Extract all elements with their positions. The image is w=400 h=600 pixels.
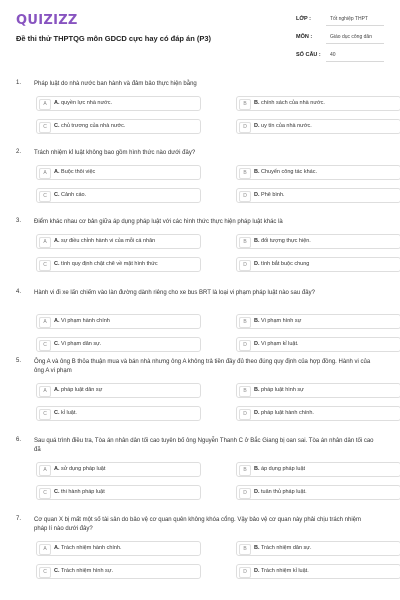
- answer-option-d[interactable]: [236, 485, 400, 500]
- meta-row-subject: [292, 30, 386, 48]
- answer-option-a[interactable]: [36, 234, 201, 249]
- option-prefix: C.: [54, 192, 60, 198]
- option-letter-badge: A: [39, 168, 51, 179]
- option-label: Buộc thôi việc: [61, 169, 96, 175]
- meta-value: Giáo dục công dân: [326, 31, 384, 44]
- option-text: [54, 238, 155, 244]
- answer-option-d[interactable]: [236, 257, 400, 272]
- option-prefix: D.: [254, 261, 260, 267]
- option-label: sự điều chỉnh hành vi của mỗi cá nhân: [61, 238, 156, 244]
- option-prefix: B.: [254, 318, 260, 324]
- option-label: Vi phạm dân sự.: [61, 341, 102, 347]
- option-prefix: A.: [54, 100, 60, 106]
- question-text: Hành vi đi xe lấn chiếm vào làn đường dành riêng cho xe bus BRT là loại vi phạm pháp luật nào sau đây?: [34, 290, 315, 296]
- option-letter-badge: C: [39, 409, 51, 420]
- option-letter-badge: D: [239, 260, 251, 271]
- answer-option-c[interactable]: [36, 119, 201, 134]
- answer-option-d[interactable]: [236, 337, 400, 352]
- worksheet-meta: [292, 12, 386, 66]
- option-prefix: B.: [254, 100, 260, 106]
- question-text: Ông A và ông B thỏa thuận mua và bán nhà nhưng ông A không trả tiền đầy đủ theo đúng quy định của hợp đồng. Hành vi của ông A vi phạm: [34, 359, 371, 374]
- option-prefix: B.: [254, 466, 260, 472]
- option-text: [54, 318, 110, 324]
- option-text: [254, 545, 312, 551]
- option-prefix: D.: [254, 410, 260, 416]
- option-text: [54, 466, 105, 472]
- option-label: chủ trương của nhà nước.: [61, 123, 126, 129]
- option-letter-badge: A: [39, 237, 51, 248]
- option-prefix: A.: [54, 466, 60, 472]
- option-label: Trách nhiệm hành chính.: [60, 545, 122, 551]
- option-prefix: A.: [54, 238, 60, 244]
- option-prefix: B.: [254, 387, 260, 393]
- option-text: [254, 318, 301, 324]
- option-letter-badge: B: [239, 386, 251, 397]
- answer-option-a[interactable]: [36, 383, 201, 398]
- quizizz-logo: QUIZIZZ: [16, 13, 78, 28]
- option-label: thi hành pháp luật: [61, 489, 105, 495]
- option-prefix: D.: [254, 341, 260, 347]
- option-letter-badge: B: [239, 168, 251, 179]
- option-text: [54, 489, 105, 495]
- option-letter-badge: A: [39, 317, 51, 328]
- meta-value: 40: [326, 49, 384, 62]
- question-number: 1.: [16, 80, 22, 86]
- question-number: 5.: [16, 358, 22, 364]
- option-letter-badge: B: [239, 99, 251, 110]
- answer-option-a[interactable]: [36, 314, 201, 329]
- answer-option-a[interactable]: [36, 541, 201, 556]
- option-text: [254, 100, 325, 106]
- answer-option-b[interactable]: [236, 96, 400, 111]
- option-text: [54, 387, 102, 393]
- option-label: Trách nhiệm kỉ luật.: [260, 568, 309, 574]
- worksheet-header: [0, 0, 400, 70]
- option-prefix: A.: [54, 545, 60, 551]
- answer-option-d[interactable]: [236, 406, 400, 421]
- option-label: quyền lực nhà nước.: [61, 100, 113, 106]
- option-label: tính quy định chặt chẽ về mặt hình thức: [61, 261, 158, 267]
- answer-option-c[interactable]: [36, 337, 201, 352]
- answer-option-c[interactable]: [36, 406, 201, 421]
- option-prefix: B.: [254, 238, 260, 244]
- option-letter-badge: C: [39, 191, 51, 202]
- option-label: Chuyển công tác khác.: [261, 169, 317, 175]
- option-label: sử dụng pháp luật: [61, 466, 106, 472]
- option-label: kỉ luật.: [61, 410, 77, 416]
- option-prefix: C.: [54, 489, 60, 495]
- option-prefix: D.: [254, 192, 260, 198]
- answer-option-c[interactable]: [36, 257, 201, 272]
- option-label: áp dụng pháp luật: [261, 466, 306, 472]
- question-text: Pháp luật do nhà nước ban hành và đảm bảo thực hiện bằng: [34, 81, 197, 87]
- answer-option-a[interactable]: [36, 96, 201, 111]
- option-label: Phê bình.: [261, 192, 285, 198]
- option-text: [54, 410, 77, 416]
- answer-option-c[interactable]: [36, 485, 201, 500]
- option-letter-badge: C: [39, 567, 51, 578]
- answer-option-d[interactable]: [236, 564, 400, 579]
- option-text: [254, 169, 317, 175]
- option-text: [54, 169, 95, 175]
- option-label: pháp luật dân sự: [61, 387, 103, 393]
- option-label: tính bắt buộc chung: [261, 261, 310, 267]
- question-number: 3.: [16, 218, 22, 224]
- question-number: 6.: [16, 437, 22, 443]
- option-text: [254, 387, 304, 393]
- option-label: uy tín của nhà nước.: [261, 123, 312, 129]
- option-text: [54, 261, 158, 267]
- option-letter-badge: D: [239, 567, 251, 578]
- option-prefix: A.: [54, 318, 60, 324]
- answer-option-b[interactable]: [236, 462, 400, 477]
- question-text: Điểm khác nhau cơ bản giữa áp dụng pháp luật với các hình thức thực hiện pháp luật khác là: [34, 219, 283, 225]
- option-text: [254, 123, 312, 129]
- option-prefix: D.: [254, 489, 260, 495]
- worksheet-title: Đề thi thử THPTQG môn GDCD cực hay có đáp án (P3): [16, 34, 212, 43]
- meta-label: LỚP :: [296, 16, 311, 22]
- question-text: Sau quá trình điều tra, Tòa án nhân dân tối cao tuyên bố ông Nguyễn Thanh C ở Bắc Giang bị oan sai. Tòa án nhân dân tối cao đã: [34, 438, 374, 453]
- option-letter-badge: C: [39, 340, 51, 351]
- option-letter-badge: A: [39, 465, 51, 476]
- answer-option-a[interactable]: [36, 462, 201, 477]
- option-text: [254, 489, 307, 495]
- answer-option-c[interactable]: [36, 188, 201, 203]
- option-prefix: A.: [54, 387, 60, 393]
- answer-option-b[interactable]: [236, 314, 400, 329]
- option-letter-badge: C: [39, 122, 51, 133]
- option-text: [254, 410, 314, 416]
- option-letter-badge: C: [39, 260, 51, 271]
- question-number: 4.: [16, 289, 22, 295]
- meta-label: SỐ CÂU :: [296, 52, 321, 58]
- option-label: Cảnh cáo.: [61, 192, 87, 198]
- option-text: [54, 123, 125, 129]
- option-prefix: C.: [54, 261, 60, 267]
- answer-option-b[interactable]: [236, 165, 400, 180]
- answer-option-d[interactable]: [236, 119, 400, 134]
- option-letter-badge: B: [239, 544, 251, 555]
- option-letter-badge: B: [239, 465, 251, 476]
- meta-row-count: [292, 48, 386, 66]
- answer-option-c[interactable]: [36, 564, 201, 579]
- option-label: Vi phạm kỉ luật.: [261, 341, 299, 347]
- option-label: Vi phạm hình sự: [261, 318, 302, 324]
- option-letter-badge: C: [39, 488, 51, 499]
- option-label: pháp luật hành chính.: [261, 410, 314, 416]
- option-prefix: B.: [254, 545, 260, 551]
- answer-option-b[interactable]: [236, 541, 400, 556]
- answer-option-b[interactable]: [236, 234, 400, 249]
- option-text: [54, 568, 113, 574]
- answer-option-d[interactable]: [236, 188, 400, 203]
- option-label: Vi phạm hành chính: [61, 318, 110, 324]
- option-text: [254, 568, 309, 574]
- option-label: tuân thủ pháp luật.: [261, 489, 307, 495]
- option-letter-badge: D: [239, 409, 251, 420]
- option-text: [254, 341, 299, 347]
- option-letter-badge: B: [239, 237, 251, 248]
- option-prefix: C.: [54, 341, 60, 347]
- answer-option-a[interactable]: [36, 165, 201, 180]
- option-text: [54, 545, 122, 551]
- meta-label: MÔN :: [296, 34, 313, 40]
- option-text: [54, 192, 86, 198]
- option-letter-badge: A: [39, 544, 51, 555]
- option-text: [54, 100, 112, 106]
- option-label: Trách nhiệm hình sự.: [60, 568, 114, 574]
- option-prefix: C.: [54, 568, 60, 574]
- option-letter-badge: B: [239, 317, 251, 328]
- option-letter-badge: D: [239, 191, 251, 202]
- option-prefix: A.: [54, 169, 60, 175]
- question-number: 7.: [16, 516, 22, 522]
- option-text: [254, 261, 309, 267]
- option-letter-badge: A: [39, 99, 51, 110]
- meta-value: Tốt nghiệp THPT: [326, 13, 384, 26]
- option-text: [254, 238, 311, 244]
- option-label: đối tượng thực hiện.: [261, 238, 311, 244]
- option-label: chính sách của nhà nước.: [261, 100, 325, 106]
- option-text: [254, 192, 285, 198]
- option-prefix: C.: [54, 123, 60, 129]
- option-label: Trách nhiệm dân sự.: [260, 545, 312, 551]
- option-text: [254, 466, 305, 472]
- option-letter-badge: D: [239, 122, 251, 133]
- option-prefix: D.: [254, 568, 260, 574]
- option-label: pháp luật hình sự: [261, 387, 304, 393]
- option-prefix: B.: [254, 169, 260, 175]
- option-text: [54, 341, 101, 347]
- option-prefix: C.: [54, 410, 60, 416]
- option-prefix: D.: [254, 123, 260, 129]
- option-letter-badge: D: [239, 340, 251, 351]
- answer-option-b[interactable]: [236, 383, 400, 398]
- question-number: 2.: [16, 149, 22, 155]
- question-text: Trách nhiệm kỉ luật không bao gồm hình thức nào dưới đây?: [34, 150, 196, 156]
- option-letter-badge: D: [239, 488, 251, 499]
- question-text: Cơ quan X bị mất một số tài sản do bảo vệ cơ quan quên không khóa cổng. Vậy bảo vệ cơ quan này phải chịu trách nhiệm pháp lí nào dưới đây?: [34, 517, 362, 532]
- meta-row-class: [292, 12, 386, 30]
- option-letter-badge: A: [39, 386, 51, 397]
